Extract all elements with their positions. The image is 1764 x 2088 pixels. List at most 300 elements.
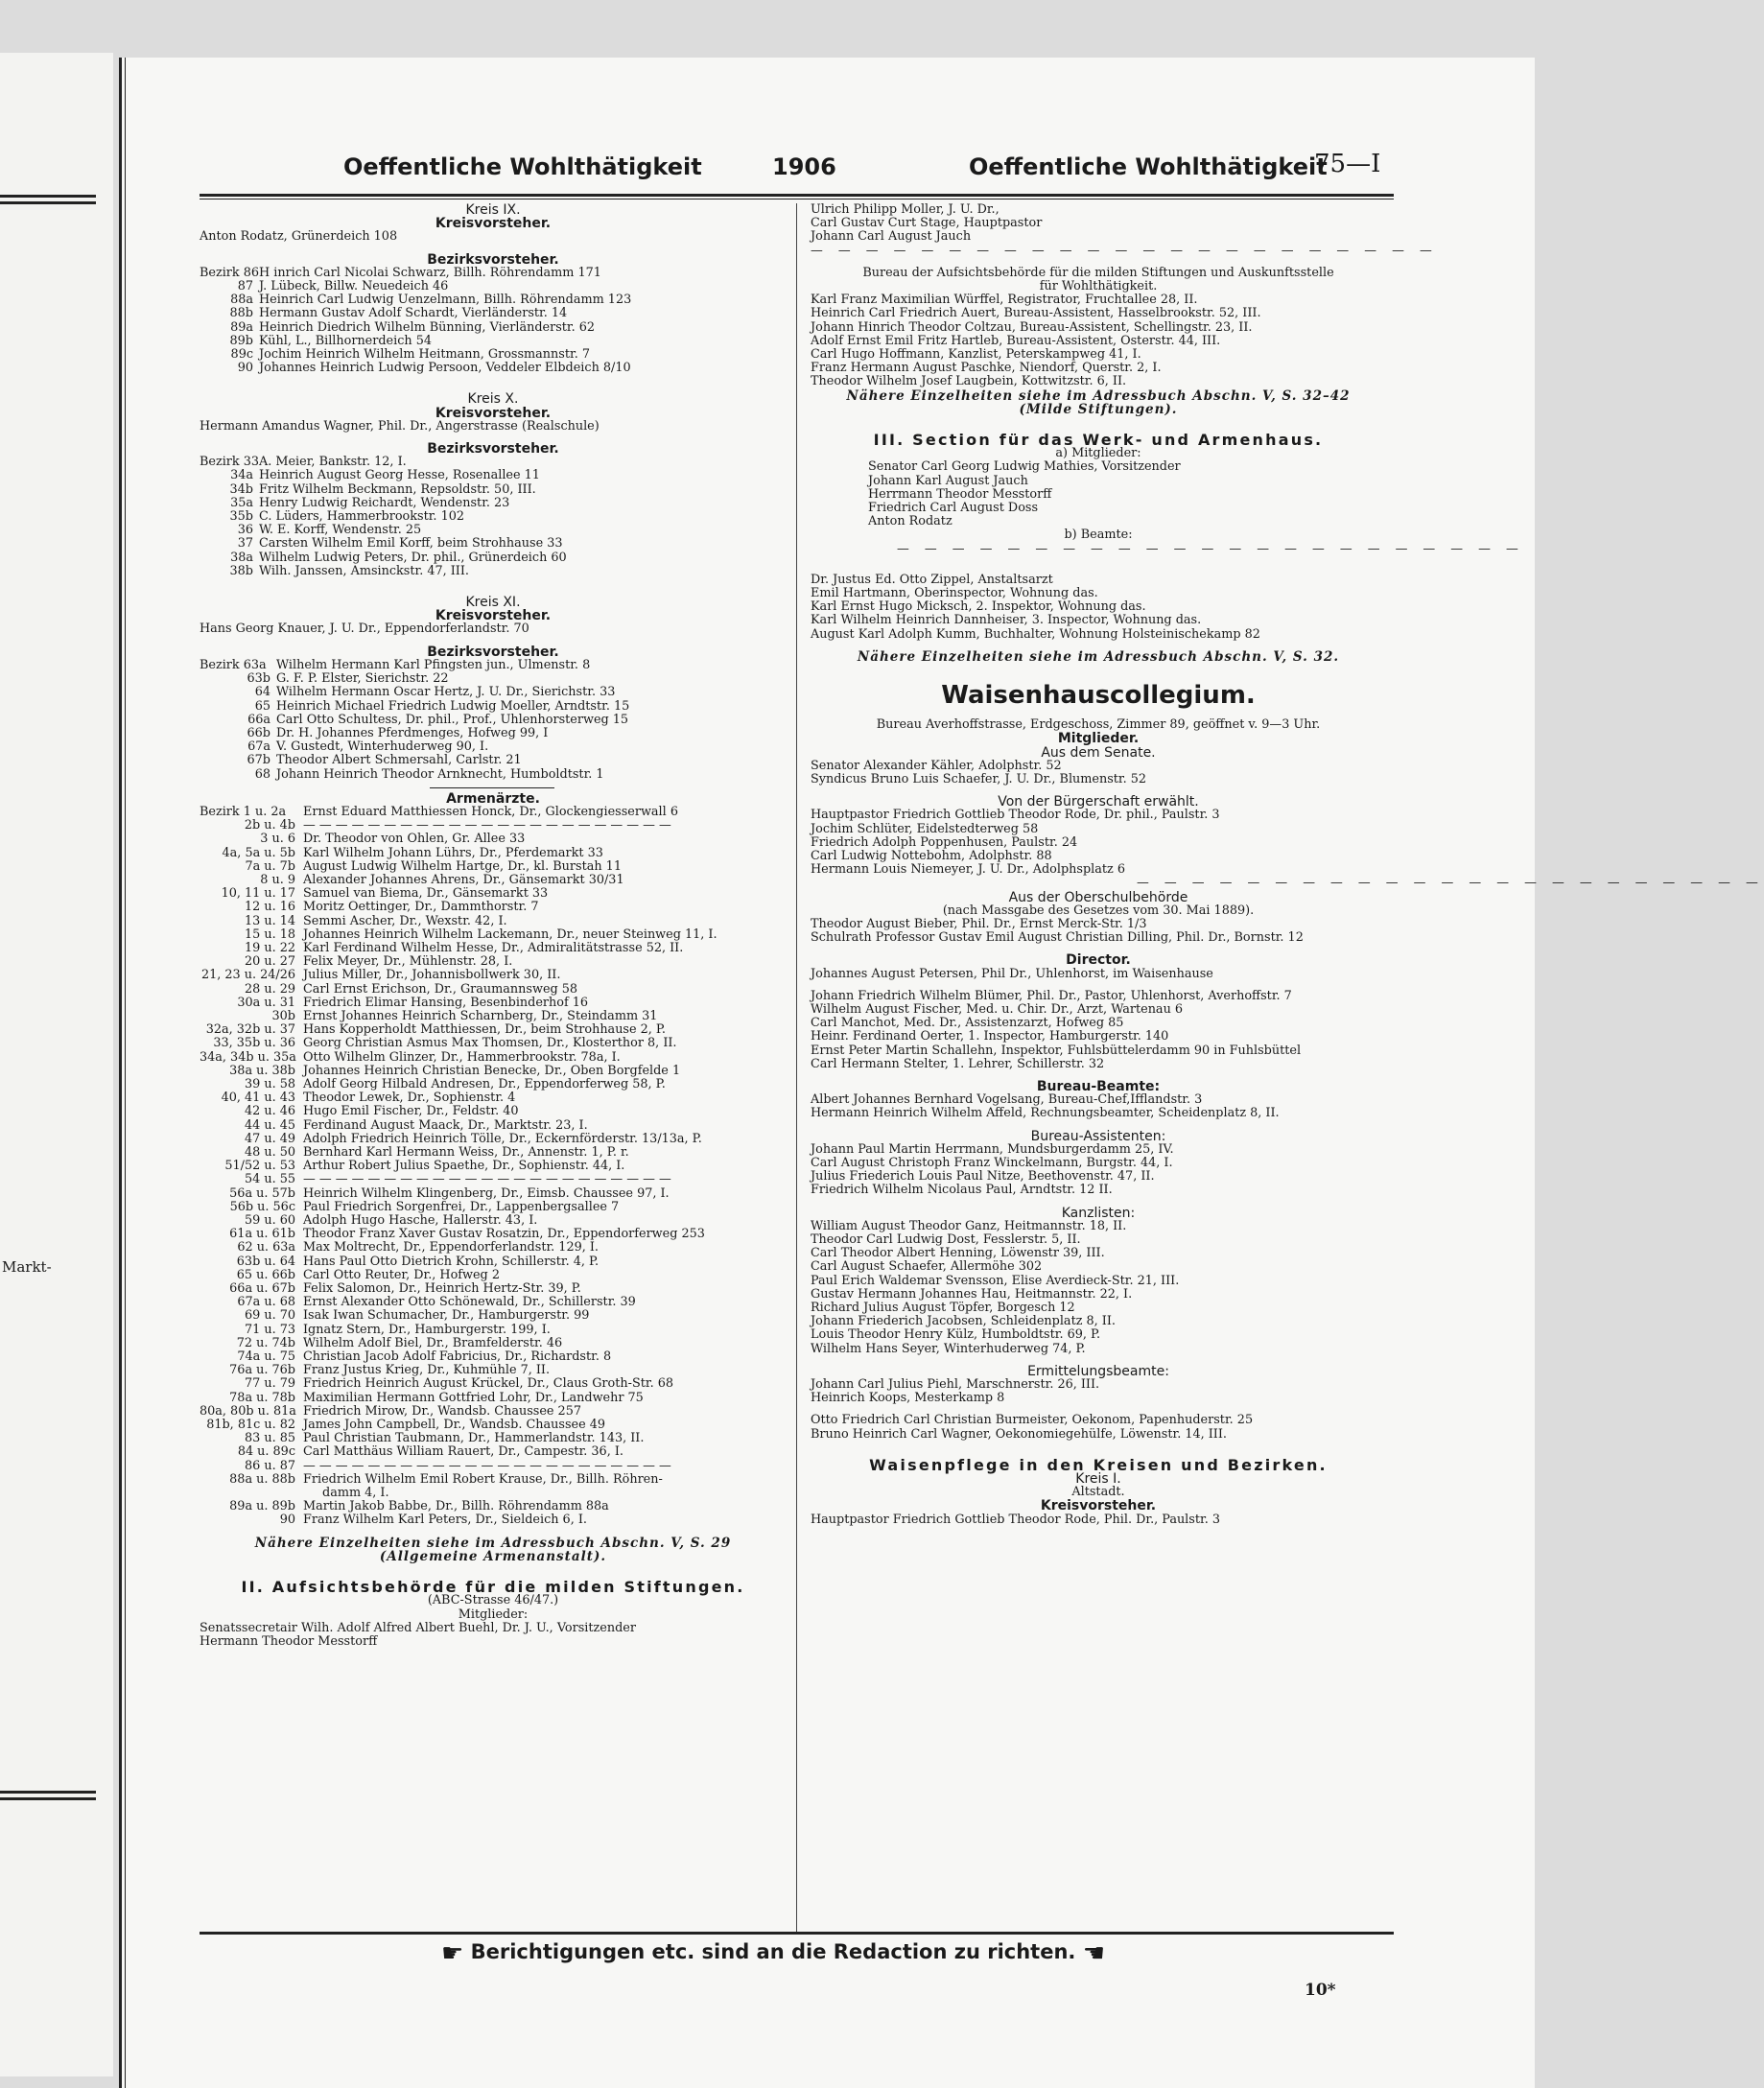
armenaerzte-heading: Armenärzte. <box>446 790 540 807</box>
ermittelungsbeamter: Johann Carl Julius Piehl, Marschnerstr. 26, III. <box>811 1377 1100 1393</box>
doctor-entry: Ernst Alexander Otto Schönewald, Dr., Schillerstr. 39 <box>303 1295 636 1310</box>
district-number: 71 u. 73 <box>244 1322 295 1337</box>
table-row <box>200 1214 787 1228</box>
table-row <box>200 1187 787 1201</box>
list-item: 34b Fritz Wilhelm Beckmann, Repsoldstr. 50, III. <box>229 481 536 497</box>
table-row <box>200 1065 787 1078</box>
table-row <box>200 955 787 969</box>
header-year: 1906 <box>772 153 836 180</box>
section-3-member: Herrmann Theodor Messtorff <box>868 486 1052 502</box>
district-number: 47 u. 49 <box>244 1131 295 1146</box>
doctor-entry: Carl Matthäus William Rauert, Dr., Campestr. 36, I. <box>303 1444 623 1460</box>
doctor-entry: August Ludwig Wilhelm Hartge, Dr., kl. Burstah 11 <box>303 858 622 874</box>
table-row <box>200 1160 787 1173</box>
table-row <box>200 1432 787 1445</box>
bureau-assistent: Johann Paul Martin Herrmann, Mundsburgerdamm 25, IV. <box>811 1141 1174 1157</box>
director-staff: Carl Manchot, Med. Dr., Assistenzarzt, Hofweg 85 <box>811 1016 1124 1031</box>
column-separator <box>796 203 797 1932</box>
table-row <box>200 887 787 901</box>
buergerschaft-member: Friedrich Adolph Poppenhusen, Paulstr. 24 <box>811 834 1078 850</box>
district-number: 61a u. 61b <box>229 1227 295 1242</box>
left-column <box>200 203 787 1649</box>
kreis-10-kreisvorsteher: Hermann Amandus Wagner, Phil. Dr., Angerstrasse (Realschule) <box>200 418 600 434</box>
senate-member: Senator Alexander Kähler, Adolphstr. 52 <box>811 758 1062 773</box>
doctor-entry: — — — — — — — — — — — — — — — — — — — — — — — <box>303 1458 671 1473</box>
list-item: 68 Johann Heinrich Theodor Arnknecht, Humboldtstr. 1 <box>254 766 604 782</box>
district-number: 10, 11 u. 17 <box>221 886 295 902</box>
list-item: 67b Theodor Albert Schmersahl, Carlstr. 21 <box>247 753 522 768</box>
table-row <box>200 1296 787 1309</box>
section-3-title: III. Section für das Werk- und Armenhaus. <box>873 431 1324 450</box>
kreis-9-list <box>200 267 787 376</box>
buergerschaft-member: Jochim Schlüter, Eidelstedterweg 58 <box>811 821 1039 836</box>
kreis-9-kreisvorsteher: Anton Rodatz, Grünerdeich 108 <box>200 229 398 245</box>
doctor-entry: Ernst Eduard Matthiessen Honck, Dr., Glockengiesserwall 6 <box>303 804 678 819</box>
ermittelungsbeamter: Heinrich Koops, Mesterkamp 8 <box>811 1391 1005 1406</box>
table-row <box>200 1309 787 1323</box>
kanzlist: Wilhelm Hans Seyer, Winterhuderweg 74, P. <box>811 1341 1086 1356</box>
doctor-entry: Adolf Georg Hilbald Andresen, Dr., Eppendorferweg 58, P. <box>303 1076 666 1091</box>
table-row <box>200 1405 787 1419</box>
kanzlist: Theodor Carl Ludwig Dost, Fesslerstr. 5, II. <box>811 1232 1081 1247</box>
director: Johannes August Petersen, Phil Dr., Uhlenhorst, im Waisenhause <box>811 966 1213 981</box>
binding-line <box>119 58 122 2088</box>
table-row <box>200 1500 787 1513</box>
district-number: 3 u. 6 <box>260 832 295 847</box>
kreis-9-bezirksvorsteher-heading: Bezirksvorsteher. <box>427 251 559 268</box>
district-number: 67a u. 68 <box>237 1295 295 1310</box>
director-staff: Johann Friedrich Wilhelm Blümer, Phil. Dr., Pastor, Uhlenhorst, Averhoffstr. 7 <box>811 988 1292 1003</box>
waisenpflege-kreisvorsteher: Hauptpastor Friedrich Gottlieb Theodor Rode, Phil. Dr., Paulstr. 3 <box>811 1512 1220 1527</box>
bureau-assistenten-heading: Bureau-Assistenten: <box>1030 1128 1166 1144</box>
rule <box>0 201 96 204</box>
table-row <box>200 1324 787 1337</box>
table-row <box>200 969 787 982</box>
section-3-staff: Karl Wilhelm Heinrich Dannheiser, 3. Inspector, Wohnung das. <box>811 613 1202 628</box>
doctor-entry: Carl Ernst Erichson, Dr., Graumannsweg 58 <box>303 981 578 997</box>
district-number: 83 u. 85 <box>244 1431 295 1446</box>
district-number: 15 u. 18 <box>244 927 295 942</box>
doctor-entry: Paul Friedrich Sorgenfrei, Dr., Lappenbergsallee 7 <box>303 1199 620 1214</box>
armen-note-2: (Allgemeine Armenanstalt). <box>379 1548 607 1564</box>
ermittelung-heading: Ermittelungsbeamte: <box>1027 1363 1169 1379</box>
previous-page-fragment: Markt- <box>2 1258 52 1276</box>
member-line: Ulrich Philipp Moller, J. U. Dr., <box>811 202 1000 217</box>
header-page: 75—I <box>1314 150 1381 178</box>
list-item: 67a V. Gustedt, Winterhuderweg 90, I. <box>247 739 489 755</box>
list-item: 35b C. Lüders, Hammerbrookstr. 102 <box>229 509 464 525</box>
district-number: 44 u. 45 <box>244 1117 295 1133</box>
doctor-entry: — — — — — — — — — — — — — — — — — — — — — — — <box>303 1172 671 1187</box>
doctor-entry: Carl Otto Reuter, Dr., Hofweg 2 <box>303 1267 500 1282</box>
table-row <box>200 1473 787 1487</box>
table-row <box>200 874 787 887</box>
table-row <box>200 1133 787 1146</box>
note-werkhaus: Nähere Einzelheiten siehe im Adressbuch Abschn. V, S. 32. <box>857 648 1340 665</box>
buergerschaft-member: Hermann Louis Niemeyer, J. U. Dr., Adolphsplatz 6 <box>811 862 1125 878</box>
header-left-title: Oeffentliche Wohlthätigkeit <box>343 153 702 180</box>
kanzlist: Gustav Hermann Johannes Hau, Heitmannstr. 22, I. <box>811 1286 1133 1302</box>
doctor-entry: Johannes Heinrich Christian Benecke, Dr., Oben Borgfelde 1 <box>303 1063 681 1078</box>
list-item: 66a Carl Otto Schultess, Dr. phil., Prof., Uhlenhorsterweg 15 <box>247 712 629 727</box>
kanzlist: Louis Theodor Henry Külz, Humboldtstr. 69, P. <box>811 1327 1101 1343</box>
table-row <box>200 1337 787 1350</box>
table-row <box>200 1419 787 1432</box>
list-item: 66b Dr. H. Johannes Pferdmenges, Hofweg 99, I <box>247 725 549 740</box>
doctor-entry: Paul Christian Taubmann, Dr., Hammerlandstr. 143, II. <box>303 1431 645 1446</box>
waisenhauscollegium-title: Waisenhauscollegium. <box>941 681 1256 711</box>
director-staff: Wilhelm August Fischer, Med. u. Chir. Dr., Arzt, Wartenau 6 <box>811 1001 1184 1017</box>
list-item: 34a Heinrich August Georg Hesse, Rosenallee 11 <box>230 468 540 483</box>
waisen-bureau: Bureau Averhoffstrasse, Erdgeschoss, Zimmer 89, geöffnet v. 9—3 Uhr. <box>876 717 1321 733</box>
doctor-entry: Hugo Emil Fischer, Dr., Feldstr. 40 <box>303 1104 519 1119</box>
table-row <box>200 915 787 928</box>
district-number: 7a u. 7b <box>245 858 295 874</box>
oberschul-heading: Aus der Oberschulbehörde <box>1008 889 1188 905</box>
kanzlisten-heading: Kanzlisten: <box>1061 1205 1136 1221</box>
waisenpflege-altstadt: Altstadt. <box>1071 1485 1125 1500</box>
bureau-beamte-heading: Bureau-Beamte: <box>1036 1078 1161 1094</box>
footer-note <box>441 1939 1105 1968</box>
bureau-assistent: Friedrich Wilhelm Nicolaus Paul, Arndtstr. 12 II. <box>811 1183 1113 1198</box>
table-row <box>200 1269 787 1282</box>
list-item: Bezirk 86 H inrich Carl Nicolai Schwarz, Billh. Röhrendamm 171 <box>200 265 601 280</box>
table-row <box>200 942 787 955</box>
list-item: 63b G. F. P. Elster, Sierichstr. 22 <box>247 671 449 687</box>
table-row <box>200 1377 787 1391</box>
table-row <box>200 1201 787 1214</box>
header-rule <box>200 194 1394 197</box>
note-milde-1: Nähere Einzelheiten siehe im Adressbuch Abschn. V, S. 32–42 <box>846 387 1351 404</box>
list-item: 37 Carsten Wilhelm Emil Korff, beim Strohhause 33 <box>237 536 563 551</box>
rule <box>0 195 96 198</box>
kreis-11-list <box>200 659 787 782</box>
senate-heading: Aus dem Senate. <box>1041 744 1156 761</box>
table-row <box>200 1173 787 1186</box>
director-staff: Ernst Peter Martin Schallehn, Inspektor, Fuhlsbüttelerdamm 90 in Fuhlsbüttel <box>811 1043 1302 1058</box>
table-row <box>200 1146 787 1160</box>
district-number: 78a u. 78b <box>229 1390 295 1405</box>
section-3-staff: Emil Hartmann, Oberinspector, Wohnung das. <box>811 586 1098 601</box>
oberschul-member: Schulrath Professor Gustav Emil August Christian Dilling, Phil. Dr., Bornstr. 12 <box>811 930 1304 946</box>
doctor-entry: Semmi Ascher, Dr., Wexstr. 42, I. <box>303 913 507 928</box>
bureau-assistent: Julius Friederich Louis Paul Nitze, Beethovenstr. 47, II. <box>811 1169 1155 1185</box>
rule <box>0 1791 96 1794</box>
table-row <box>200 1513 787 1527</box>
section-2-address: (ABC-Strasse 46/47.) <box>427 1593 559 1608</box>
district-number: 40, 41 u. 43 <box>221 1091 295 1106</box>
district-number: 84 u. 89c <box>237 1444 295 1460</box>
kreis-11-title: Kreis XI. <box>465 595 521 611</box>
district-number: 56b u. 56c <box>229 1199 295 1214</box>
table-row <box>200 1460 787 1473</box>
section-3-member: Anton Rodatz <box>868 514 953 529</box>
dash-line: — — — — — — — — — — — — — — — — — — — — — — — <box>897 541 1524 556</box>
table-row <box>200 1487 787 1500</box>
district-number: 76a u. 76b <box>229 1363 295 1378</box>
district-number: 13 u. 14 <box>244 913 295 928</box>
kanzlist: Richard Julius August Töpfer, Borgesch 12 <box>811 1301 1075 1316</box>
kanzlist: Carl August Schaefer, Allermöhe 302 <box>811 1259 1043 1275</box>
director-staff: Heinr. Ferdinand Oerter, 1. Inspector, Hamburgerstr. 140 <box>811 1029 1169 1044</box>
doctor-entry: Theodor Lewek, Dr., Sophienstr. 4 <box>303 1091 516 1106</box>
doctor-entry: Theodor Franz Xaver Gustav Rosatzin, Dr., Eppendorferweg 253 <box>303 1227 705 1242</box>
district-number: 66a u. 67b <box>229 1281 295 1297</box>
doctor-entry: Maximilian Hermann Gottfried Lohr, Dr., Landwehr 75 <box>303 1390 644 1405</box>
district-number: 65 u. 66b <box>236 1267 295 1282</box>
list-item: 88b Hermann Gustav Adolf Schardt, Vierländerstr. 14 <box>229 306 568 321</box>
previous-page-edge <box>0 53 113 2076</box>
district-number: 62 u. 63a <box>237 1240 295 1255</box>
table-row <box>200 901 787 914</box>
section-2-member: Senatssecretair Wilh. Adolf Alfred Albert Buehl, Dr. J. U., Vorsitzender <box>200 1620 636 1635</box>
member-line: Johann Carl August Jauch <box>811 229 972 245</box>
table-row <box>200 928 787 942</box>
table-row <box>200 1228 787 1241</box>
list-item: 65 Heinrich Michael Friedrich Ludwig Moeller, Arndtstr. 15 <box>254 698 630 714</box>
table-row <box>200 1282 787 1296</box>
armenaerzte-list <box>200 806 787 1528</box>
director-staff: Carl Hermann Stelter, 1. Lehrer, Schillerstr. 32 <box>811 1056 1105 1071</box>
district-number: 48 u. 50 <box>244 1145 295 1160</box>
doctor-entry: Karl Wilhelm Johann Lührs, Dr., Pferdemarkt 33 <box>303 845 603 860</box>
district-number: 34a, 34b u. 35a <box>200 1049 296 1065</box>
table-row <box>200 1255 787 1269</box>
doctor-entry: Moritz Oettinger, Dr., Dammthorstr. 7 <box>303 900 539 915</box>
bureau-beamte: Hermann Heinrich Wilhelm Affeld, Rechnungsbeamter, Scheidenplatz 8, II. <box>811 1106 1280 1121</box>
list-item: 87 J. Lübeck, Billw. Neuedeich 46 <box>237 279 449 294</box>
section-3-staff-heading: b) Beamte: <box>1064 528 1133 543</box>
district-number: 32a, 32b u. 37 <box>205 1022 295 1038</box>
list-item: 88a Heinrich Carl Ludwig Uenzelmann, Billh. Röhrendamm 123 <box>230 293 632 308</box>
waisenpflege-kreis: Kreis I. <box>1075 1471 1121 1488</box>
district-number: 33, 35b u. 36 <box>213 1036 295 1051</box>
district-number: 21, 23 u. 24/26 <box>200 968 295 983</box>
doctor-entry: Felix Salomon, Dr., Heinrich Hertz-Str. 39, P. <box>303 1281 581 1297</box>
kreis-10-bezirksvorsteher-heading: Bezirksvorsteher. <box>427 441 559 457</box>
district-number: 59 u. 60 <box>244 1213 295 1229</box>
district-number: 4a, 5a u. 5b <box>222 845 295 860</box>
dash-line: — — — — — — — — — — — — — — — — — — — — — — — <box>811 243 1438 258</box>
district-number: 63b u. 64 <box>236 1254 295 1269</box>
doctor-entry: Samuel van Biema, Dr., Gänsemarkt 33 <box>303 886 549 902</box>
district-number: 89a u. 89b <box>229 1499 295 1514</box>
doctor-entry: Karl Ferdinand Wilhelm Hesse, Dr., Admiralitätstrasse 52, II. <box>303 940 684 955</box>
doctor-entry: Arthur Robert Julius Spaethe, Dr., Sophienstr. 44, I. <box>303 1159 625 1174</box>
table-row <box>200 819 787 833</box>
page-number: 10* <box>1305 1981 1336 2000</box>
director-heading: Director. <box>1066 952 1131 969</box>
list-item: 38b Wilh. Janssen, Amsinckstr. 47, III. <box>229 563 469 578</box>
note-milde-2: (Milde Stiftungen). <box>1019 401 1178 417</box>
section-3-staff: Dr. Justus Ed. Otto Zippel, Anstaltsarzt <box>811 572 1053 587</box>
section-3-staff: August Karl Adolph Kumm, Buchhalter, Wohnung Holsteinischekamp 82 <box>811 626 1260 642</box>
bureau-staff: Heinrich Carl Friedrich Auert, Bureau-Assistent, Hasselbrookstr. 52, III. <box>811 306 1261 321</box>
doctor-entry: Franz Justus Krieg, Dr., Kuhmühle 7, II. <box>303 1363 551 1378</box>
table-row <box>200 1119 787 1133</box>
right-column <box>811 202 1764 1527</box>
page-header <box>201 150 1400 192</box>
kreis-10-title: Kreis X. <box>467 391 519 408</box>
bureau-staff: Theodor Wilhelm Josef Laugbein, Kottwitzstr. 6, II. <box>811 374 1127 389</box>
doctor-entry: Ferdinand August Maack, Dr., Marktstr. 23, I. <box>303 1117 588 1133</box>
district-number: 42 u. 46 <box>244 1104 295 1119</box>
buergerschaft-member: Hauptpastor Friedrich Gottlieb Theodor Rode, Dr. phil., Paulstr. 3 <box>811 808 1220 823</box>
table-row <box>200 806 787 819</box>
district-number: 19 u. 22 <box>244 940 295 955</box>
bureau-staff: Karl Franz Maximilian Würffel, Registrator, Fruchtallee 28, II. <box>811 293 1198 308</box>
doctor-entry: Friedrich Wilhelm Emil Robert Krause, Dr., Billh. Röhren- <box>303 1471 663 1487</box>
buergerschaft-heading: Von der Bürgerschaft erwählt. <box>998 794 1199 810</box>
oberschul-member: Theodor August Bieber, Phil. Dr., Ernst Merck-Str. 1/3 <box>811 916 1147 931</box>
rule <box>0 1797 96 1800</box>
section-2-members-heading: Mitglieder: <box>458 1607 529 1622</box>
district-number: 20 u. 27 <box>244 954 295 970</box>
section-2-title: II. Aufsichtsbehörde für die milden Stiftungen. <box>241 1578 745 1597</box>
table-row <box>200 1037 787 1050</box>
bureau-staff: Johann Hinrich Theodor Coltzau, Bureau-Assistent, Schellingstr. 23, II. <box>811 319 1253 335</box>
district-number: 56a u. 57b <box>229 1185 295 1201</box>
district-number <box>200 1487 303 1500</box>
doctor-entry: Dr. Theodor von Ohlen, Gr. Allee 33 <box>303 832 526 847</box>
district-number: 54 u. 55 <box>244 1172 295 1187</box>
table-row <box>200 1364 787 1377</box>
district-number: 38a u. 38b <box>229 1063 295 1078</box>
doctor-entry: Alexander Johannes Ahrens, Dr., Gänsemarkt 30/31 <box>303 872 624 887</box>
district-number: 77 u. 79 <box>244 1376 295 1392</box>
kreis-11-bezirksvorsteher-heading: Bezirksvorsteher. <box>427 644 559 660</box>
doctor-entry: Martin Jakob Babbe, Dr., Billh. Röhrendamm 88a <box>303 1499 609 1514</box>
waisenpflege-kreisvorsteher-heading: Kreisvorsteher. <box>1040 1498 1157 1514</box>
doctor-entry: Franz Wilhelm Karl Peters, Dr., Sieldeich 6, I. <box>303 1513 587 1528</box>
doctor-entry: Adolph Friedrich Heinrich Tölle, Dr., Eckernförderstr. 13/13a, P. <box>303 1131 702 1146</box>
district-number: 39 u. 58 <box>244 1076 295 1091</box>
table-row <box>200 1051 787 1065</box>
district-number: 88a u. 88b <box>229 1471 295 1487</box>
kreis-10-list <box>200 456 787 578</box>
buergerschaft-member: Carl Ludwig Nottebohm, Adolphstr. 88 <box>811 848 1052 863</box>
table-row <box>200 1023 787 1037</box>
doctor-entry: Christian Jacob Adolf Fabricius, Dr., Richardstr. 8 <box>303 1349 612 1365</box>
bureau-staff: Franz Hermann August Paschke, Niendorf, Querstr. 2, I. <box>811 361 1162 376</box>
district-number: 2b u. 4b <box>244 818 295 833</box>
district-number: 30b <box>271 1008 295 1023</box>
kanzlist: William August Theodor Ganz, Heitmannstr. 18, II. <box>811 1218 1127 1233</box>
district-number: 72 u. 74b <box>236 1335 295 1350</box>
section-2-member: Hermann Theodor Messtorff <box>200 1633 378 1649</box>
doctor-entry: Bernhard Karl Hermann Weiss, Dr., Annenstr. 1, P. r. <box>303 1145 629 1160</box>
district-number: 81b, 81c u. 82 <box>206 1418 295 1433</box>
bureau-staff: Carl Hugo Hoffmann, Kanzlist, Peterskampweg 41, I. <box>811 347 1141 363</box>
doctor-entry: Felix Meyer, Dr., Mühlenstr. 28, I. <box>303 954 513 970</box>
footer-text: Berichtigungen etc. sind an die Redaction zu richten. <box>470 1940 1076 1963</box>
table-row <box>200 1350 787 1364</box>
table-row <box>200 1105 787 1118</box>
section-3-member: Johann Karl August Jauch <box>868 473 1028 488</box>
district-number: 30a u. 31 <box>237 995 295 1010</box>
bureau-staff: Adolf Ernst Emil Fritz Hartleb, Bureau-Assistent, Osterstr. 44, III. <box>811 333 1221 348</box>
district-number: 86 u. 87 <box>244 1458 295 1473</box>
doctor-entry: Hans Kopperholdt Matthiessen, Dr., beim Strohhause 2, P. <box>303 1022 667 1038</box>
bureau-assistent: Carl August Christoph Franz Winckelmann, Burgstr. 44, I. <box>811 1155 1173 1170</box>
list-item: 89a Heinrich Diedrich Wilhelm Bünning, Vierländerstr. 62 <box>230 319 596 335</box>
doctor-entry: Julius Miller, Dr., Johannisbollwerk 30, II. <box>303 968 561 983</box>
list-item: 35a Henry Ludwig Reichardt, Wendenstr. 23 <box>230 495 510 510</box>
table-row <box>200 1241 787 1255</box>
list-item: 90 Johannes Heinrich Ludwig Persoon, Veddeler Elbdeich 8/10 <box>237 361 631 376</box>
waisen-members-heading: Mitglieder. <box>1057 731 1140 747</box>
doctor-entry: Isak Iwan Schumacher, Dr., Hamburgerstr. 99 <box>303 1308 590 1324</box>
pointing-hand-left-icon: ☚ <box>1082 1939 1106 1968</box>
doctor-entry: Friedrich Mirow, Dr., Wandsb. Chaussee 257 <box>303 1403 581 1419</box>
district-number: 8 u. 9 <box>260 872 295 887</box>
doctor-entry: Ignatz Stern, Dr., Hamburgerstr. 199, I. <box>303 1322 551 1337</box>
bureau-heading-1: Bureau der Aufsichtsbehörde für die milden Stiftungen und Auskunftsstelle <box>862 265 1334 280</box>
doctor-entry: Friedrich Elimar Hansing, Besenbinderhof 16 <box>303 995 589 1010</box>
member-line: Carl Gustav Curt Stage, Hauptpastor <box>811 216 1043 231</box>
district-number: Bezirk 1 u. 2a <box>200 804 287 819</box>
doctor-entry: Max Moltrecht, Dr., Eppendorferlandstr. 129, I. <box>303 1240 599 1255</box>
section-3-member: Senator Carl Georg Ludwig Mathies, Vorsitzender <box>868 459 1181 475</box>
doctor-entry: Georg Christian Asmus Max Thomsen, Dr., Klosterthor 8, II. <box>303 1036 677 1051</box>
footer-rule <box>200 1932 1394 1935</box>
list-item: 89b Kühl, L., Billhornerdeich 54 <box>229 333 432 348</box>
doctor-entry: Ernst Johannes Heinrich Scharnberg, Dr., Steindamm 31 <box>303 1008 658 1023</box>
oekonom: Otto Friedrich Carl Christian Burmeister, Oekonom, Papenhuderstr. 25 <box>811 1413 1254 1428</box>
table-row <box>200 1091 787 1105</box>
section-3-staff: Karl Ernst Hugo Micksch, 2. Inspektor, Wohnung das. <box>811 599 1146 615</box>
doctor-entry: Johannes Heinrich Wilhelm Lackemann, Dr., neuer Steinweg 11, I. <box>303 927 717 942</box>
doctor-entry: Heinrich Wilhelm Klingenberg, Dr., Eimsb. Chaussee 97, I. <box>303 1185 670 1201</box>
list-item: Bezirk 33 A. Meier, Bankstr. 12, I. <box>200 455 407 470</box>
kanzlist: Johann Friederich Jacobsen, Schleidenplatz 8, II. <box>811 1314 1116 1329</box>
doctor-entry: James John Campbell, Dr., Wandsb. Chaussee 49 <box>303 1418 606 1433</box>
kanzlist: Paul Erich Waldemar Svensson, Elise Averdieck-Str. 21, III. <box>811 1273 1180 1288</box>
doctor-entry: Hans Paul Otto Dietrich Krohn, Schillerstr. 4, P. <box>303 1254 600 1269</box>
list-item: Bezirk 63a Wilhelm Hermann Karl Pfingsten jun., Ulmenstr. 8 <box>200 657 591 672</box>
table-row <box>200 997 787 1010</box>
doctor-entry: — — — — — — — — — — — — — — — — — — — — — — — <box>303 818 671 833</box>
table-row <box>200 1392 787 1405</box>
district-number: 69 u. 70 <box>244 1308 295 1324</box>
table-row <box>200 983 787 997</box>
armen-note-1: Nähere Einzelheiten siehe im Adressbuch Abschn. V, S. 29 <box>254 1535 732 1551</box>
binding-line-thin <box>125 58 126 2088</box>
table-row <box>200 847 787 860</box>
kanzlist: Carl Theodor Albert Henning, Löwenstr 39, III. <box>811 1246 1105 1261</box>
district-number: 80a, 80b u. 81a <box>200 1403 296 1419</box>
oberschul-subheading: (nach Massgabe des Gesetzes vom 30. Mai 1889). <box>942 903 1255 918</box>
section-3-member: Friedrich Carl August Doss <box>868 501 1039 516</box>
doctor-entry: Friedrich Heinrich August Krückel, Dr., Claus Groth-Str. 68 <box>303 1376 673 1392</box>
kreis-11-kreisvorsteher: Hans Georg Knauer, J. U. Dr., Eppendorferlandstr. 70 <box>200 622 529 637</box>
district-number: 74a u. 75 <box>237 1349 295 1365</box>
list-item: 64 Wilhelm Hermann Oscar Hertz, J. U. Dr., Sierichstr. 33 <box>254 685 616 700</box>
waisenpflege-title: Waisenpflege in den Kreisen und Bezirken. <box>869 1455 1328 1474</box>
list-item: 38a Wilhelm Ludwig Peters, Dr. phil., Grünerdeich 60 <box>230 550 567 565</box>
bureau-heading-2: für Wohlthätigkeit. <box>1039 279 1158 294</box>
table-row <box>200 833 787 846</box>
dash-line: — — — — — — — — — — — — — — — — — — — — — — — <box>1137 876 1764 891</box>
district-number: 90 <box>279 1513 295 1528</box>
kreis-9-kreisvorsteher-heading: Kreisvorsteher. <box>435 216 552 232</box>
kreis-10-kreisvorsteher-heading: Kreisvorsteher. <box>435 405 552 421</box>
table-row <box>200 1445 787 1459</box>
table-row <box>200 860 787 874</box>
header-right-title: Oeffentliche Wohlthätigkeit <box>969 153 1328 180</box>
list-item: 89c Jochim Heinrich Wilhelm Heitmann, Grossmannstr. 7 <box>230 347 590 363</box>
doctor-entry: Adolph Hugo Hasche, Hallerstr. 43, I. <box>303 1213 538 1229</box>
